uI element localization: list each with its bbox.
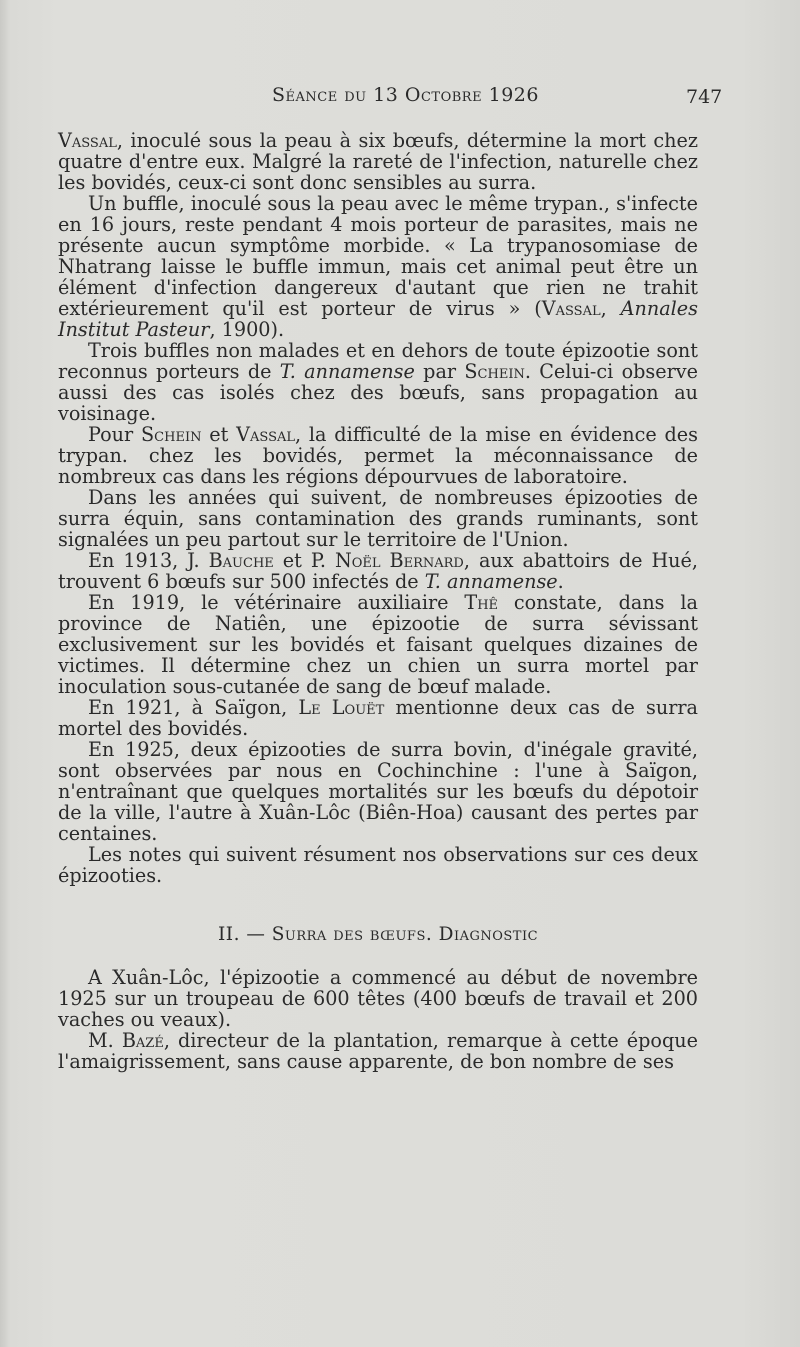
paragraph-text: M. bbox=[88, 1029, 122, 1052]
paragraph bbox=[58, 1030, 698, 1072]
paragraph-text: , bbox=[600, 297, 621, 320]
section-title: Surra des bœufs. Diagnostic bbox=[271, 924, 539, 945]
paragraph-text: , inoculé sous la peau à six bœufs, détermine la mort chez quatre d'entre eux. Malgré la rareté de l'infection, naturelle chez les bovidés, ceux-ci sont donc sensibles au surra. bbox=[58, 129, 698, 194]
paragraph-text: mentionne deux cas de surra mortel des bovidés. bbox=[58, 696, 698, 740]
author-name: Bazé bbox=[121, 1029, 164, 1052]
running-title: Séance du 13 Octobre 1926 bbox=[272, 84, 539, 106]
species-name: T. annamense bbox=[424, 570, 558, 593]
paragraph-text: En 1925, deux épizooties de surra bovin, d'inégale gravité, sont observées par nous en Cochinchine : l'une à Saïgon, n'entraînant que quelques mortalités sur les bœufs du dépotoir de la ville, l'autre à Xuân-Lôc (Biên-Hoa) causant des pertes par centaines. bbox=[58, 738, 698, 845]
paragraph-text: En 1921, à Saïgon, bbox=[88, 696, 299, 719]
paragraph bbox=[58, 592, 698, 697]
paragraph-text: Les notes qui suivent résument nos observations sur ces deux épizooties. bbox=[58, 843, 698, 887]
paragraph bbox=[58, 550, 698, 592]
author-name: Noël Bernard bbox=[334, 549, 464, 572]
paragraph bbox=[58, 844, 698, 886]
author-name: Thê bbox=[464, 591, 499, 614]
paragraph-text: et bbox=[201, 423, 237, 446]
paragraph-text: , la difficulté de la mise en évidence des trypan. chez les bovidés, permet la méconnaissance de nombreux cas dans les régions dépourvues de laboratoire. bbox=[58, 423, 698, 488]
paragraph bbox=[58, 697, 698, 739]
paragraph-text: En 1913, J. bbox=[88, 549, 209, 572]
paragraph bbox=[58, 424, 698, 487]
author-name: Vassal bbox=[541, 297, 601, 320]
paragraph bbox=[58, 130, 698, 193]
paragraph-text: . bbox=[557, 570, 564, 593]
paragraph-text: A Xuân-Lôc, l'épizootie a commencé au début de novembre 1925 sur un troupeau de 600 têtes (400 bœufs de travail et 200 vaches ou veaux). bbox=[58, 966, 698, 1031]
paragraph-text: Un buffle, inoculé sous la peau avec le même trypan., s'infecte en 16 jours, reste pendant 4 mois porteur de parasites, mais ne présente aucun symptôme morbide. « La trypanosomiase de Nhatrang laisse le buffle immun, mais cet animal peut être un élément d'infection dangereux d'autant que rien ne trahit extérieurement qu'il est porteur de virus » ( bbox=[58, 192, 698, 320]
author-name: Schein bbox=[464, 360, 525, 383]
running-header bbox=[0, 84, 800, 114]
paragraph bbox=[58, 967, 698, 1030]
paragraph-text: , aux abattoirs de Hué, trouvent 6 bœufs sur 500 infectés de bbox=[58, 549, 698, 593]
body-text bbox=[58, 130, 698, 1072]
author-name: Schein bbox=[141, 423, 202, 446]
paragraph-text: En 1919, le vétérinaire auxiliaire bbox=[88, 591, 465, 614]
paragraph-text: Dans les années qui suivent, de nombreuses épizooties de surra équin, sans contamination des grands ruminants, sont signalées un peu partout sur le territoire de l'Union. bbox=[58, 486, 698, 551]
author-name: Vassal bbox=[58, 129, 117, 152]
paragraph-text: constate, dans la province de Natiên, une épizootie de surra sévissant exclusivement sur les bovidés et faisant quelques dizaines de victimes. Il détermine chez un chien un surra mortel par inoculation sous-cutanée de sang de bœuf malade. bbox=[58, 591, 698, 698]
page-number: 747 bbox=[686, 86, 723, 108]
paragraph-text: , directeur de la plantation, remarque à cette époque l'amaigrissement, sans cause apparente, de bon nombre de ses bbox=[58, 1029, 698, 1073]
paragraph bbox=[58, 340, 698, 424]
paragraph bbox=[58, 739, 698, 844]
paragraph-text: et P. bbox=[273, 549, 335, 572]
paragraph-text: Pour bbox=[88, 423, 142, 446]
journal-title: Annales Institut Pasteur bbox=[58, 297, 698, 341]
author-name: Bauche bbox=[208, 549, 274, 572]
section-number: II. — bbox=[217, 924, 272, 945]
paragraph-text: par bbox=[414, 360, 465, 383]
species-name: T. annamense bbox=[279, 360, 415, 383]
paragraph-text: . Celui-ci observe aussi des cas isolés chez des bœufs, sans propagation au voisinage. bbox=[58, 360, 699, 425]
section-heading bbox=[58, 924, 698, 945]
paragraph-text: Trois buffles non malades et en dehors de toute épizootie sont reconnus porteurs de bbox=[58, 339, 698, 383]
author-name: Vassal bbox=[236, 423, 296, 446]
author-name: Le Louët bbox=[298, 696, 385, 719]
paragraph bbox=[58, 487, 698, 550]
paragraph bbox=[58, 193, 698, 340]
paragraph-text: , 1900). bbox=[209, 318, 285, 341]
